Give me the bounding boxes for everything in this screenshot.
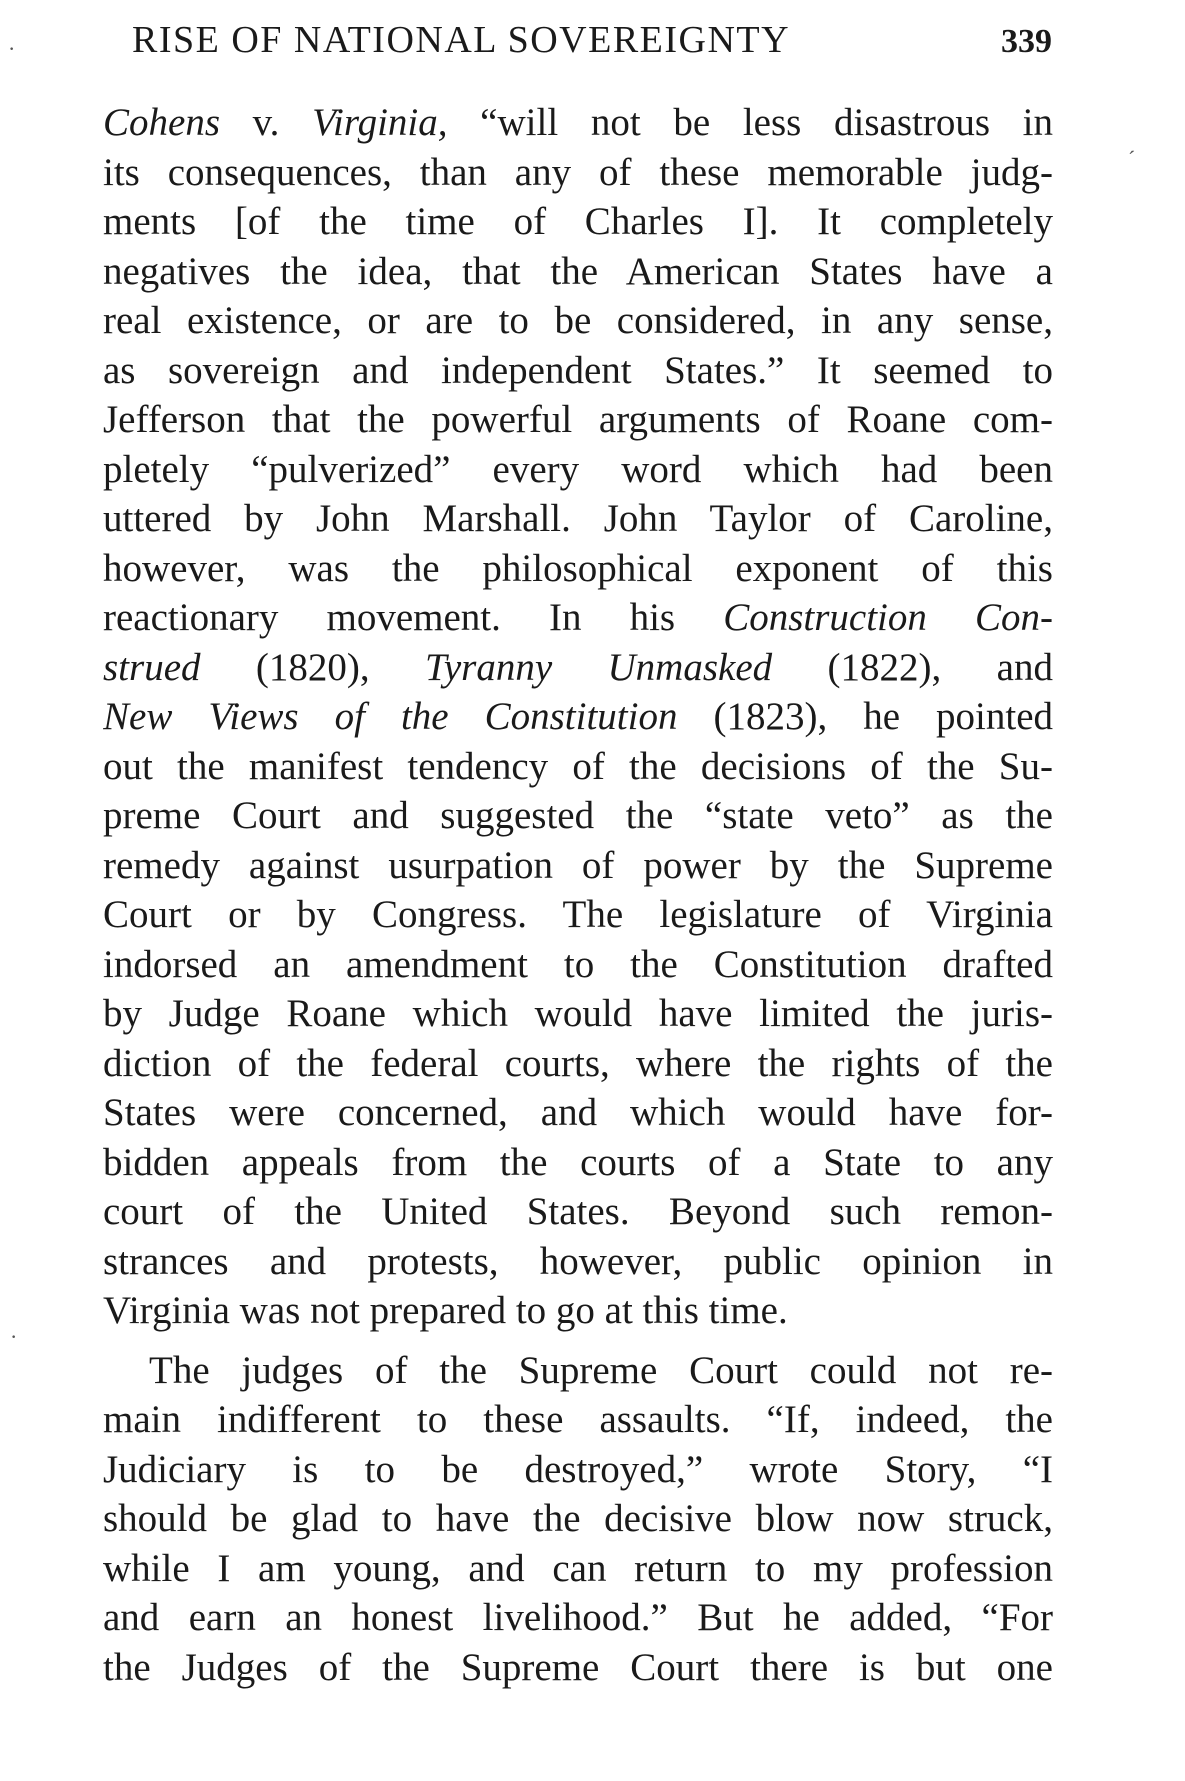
text-line: court of the United States. Beyond such remon- <box>103 1190 1053 1233</box>
text-line: preme Court and suggested the “state veto” as the <box>103 794 1053 837</box>
scan-speck: · <box>10 1324 18 1349</box>
text-line: reactionary movement. In his Construction Con- <box>103 596 1053 639</box>
text-line: should be glad to have the decisive blow now struck, <box>103 1497 1053 1540</box>
text-line: however, was the philosophical exponent of this <box>103 546 1053 590</box>
page-number: 339 <box>1001 23 1052 60</box>
text-line: Judiciary is to be destroyed,” wrote Story, “I <box>103 1447 1053 1491</box>
text-line: the Judges of the Supreme Court there is but one <box>103 1645 1053 1689</box>
running-head <box>132 18 1052 82</box>
text-line: while I am young, and can return to my profession <box>103 1546 1053 1590</box>
text-line: out the manifest tendency of the decisions of the Su- <box>103 744 1053 788</box>
text-line: Jefferson that the powerful arguments of Roane com- <box>103 398 1053 441</box>
text-line: and earn an honest livelihood.” But he added, “For <box>103 1596 1053 1639</box>
running-head-title: RISE OF NATIONAL SOVEREIGNTY <box>132 19 791 61</box>
scan-speck: · <box>8 36 16 61</box>
paragraph-gap <box>103 1336 1053 1346</box>
text-line: as sovereign and independent States.” It seemed to <box>103 348 1053 392</box>
text-line: its consequences, than any of these memorable judg- <box>103 150 1053 194</box>
text-line: ments [of the time of Charles I]. It completely <box>103 200 1053 243</box>
text-line: negatives the idea, that the American States have a <box>103 249 1053 293</box>
text-line: strued (1820), Tyranny Unmasked (1822), and <box>103 645 1053 689</box>
text-line: pletely “pulverized” every word which had been <box>103 447 1053 491</box>
text-line: The judges of the Supreme Court could not re- <box>149 1348 1053 1392</box>
text-line: States were concerned, and which would have for- <box>103 1091 1053 1134</box>
text-line: remedy against usurpation of power by the Supreme <box>103 843 1053 887</box>
scan-speck: ˊ <box>1128 146 1136 171</box>
text-line: real existence, or are to be considered, in any sense, <box>103 299 1053 342</box>
text-line: bidden appeals from the courts of a State to any <box>103 1140 1053 1184</box>
text-line: New Views of the Constitution (1823), he pointed <box>103 695 1053 738</box>
body-text <box>103 98 1053 1692</box>
text-line: by Judge Roane which would have limited the juris- <box>103 992 1053 1035</box>
text-line: uttered by John Marshall. John Taylor of Caroline, <box>103 497 1053 540</box>
text-line: Cohens v. Virginia, “will not be less disastrous in <box>103 101 1053 144</box>
text-line: main indifferent to these assaults. “If, indeed, the <box>103 1398 1053 1441</box>
text-line: strances and protests, however, public opinion in <box>103 1239 1053 1283</box>
text-line: diction of the federal courts, where the rights of the <box>103 1041 1053 1085</box>
text-line: Court or by Congress. The legislature of Virginia <box>103 893 1053 936</box>
text-line: indorsed an amendment to the Constitution drafted <box>103 942 1053 986</box>
text-line: Virginia was not prepared to go at this time. <box>103 1289 788 1332</box>
